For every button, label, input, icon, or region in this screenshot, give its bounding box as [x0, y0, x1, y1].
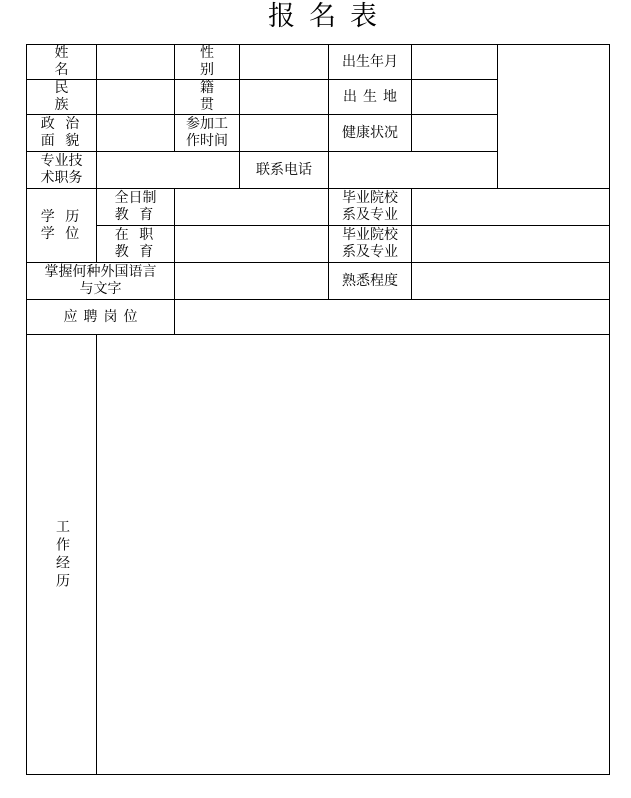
phone-label: 联系电话: [256, 161, 312, 178]
birthplace-label: 出生地: [343, 88, 403, 105]
name-field[interactable]: [97, 45, 174, 79]
political-field[interactable]: [97, 115, 174, 151]
fulltime-school-field[interactable]: [412, 189, 609, 225]
work-history-field[interactable]: [97, 335, 609, 774]
tech-title-label-line2: 术职务: [40, 170, 83, 186]
work-history-label: 工作经历: [54, 518, 70, 591]
gender-field[interactable]: [240, 45, 328, 79]
fulltime-label: [97, 189, 174, 225]
gender-label: 性别: [200, 45, 228, 78]
join-work-field[interactable]: [240, 115, 328, 151]
political-label-line2: 面 貌: [40, 133, 83, 149]
phone-field[interactable]: [329, 152, 497, 188]
position-label: 应聘岗位: [63, 308, 144, 325]
degree-label-line2: 学 位: [40, 225, 83, 242]
inservice-label-line1: 在 职: [114, 227, 157, 243]
proficiency-label: 熟悉程度: [342, 272, 398, 289]
tech-title-label: [27, 152, 96, 188]
inservice-label-line2: 教 育: [114, 244, 157, 260]
fulltime-label-line2: 教 育: [114, 207, 157, 223]
health-label: 健康状况: [342, 124, 398, 141]
ethnicity-label: 民族: [54, 80, 83, 113]
inservice-degree-field[interactable]: [175, 226, 328, 262]
birthplace-field[interactable]: [412, 80, 497, 114]
join-work-label-line1: 参加工: [186, 116, 228, 132]
form-title: 报名表: [268, 1, 391, 32]
tech-title-field[interactable]: [97, 152, 239, 188]
native-place-label: 籍贯: [200, 80, 228, 113]
grad-school-2-label-line2: 系及专业: [342, 244, 398, 260]
inservice-label: [97, 226, 174, 262]
degree-label-line1: 学 历: [40, 208, 83, 225]
fulltime-label-line1: 全日制: [114, 190, 157, 206]
degree-label: [27, 189, 96, 262]
join-work-label-line2: 作时间: [186, 133, 228, 149]
ethnicity-field[interactable]: [97, 80, 174, 114]
political-label-line1: 政 治: [40, 116, 83, 132]
language-label: [27, 263, 174, 299]
political-label: [27, 115, 96, 151]
grad-school-label: [329, 189, 411, 225]
language-label-line1: 掌握何种外国语言: [44, 264, 157, 280]
grad-school-2-label: [329, 226, 411, 262]
tech-title-label-line1: 专业技: [40, 153, 83, 169]
grad-school-label-line1: 毕业院校: [342, 190, 398, 206]
position-field[interactable]: [175, 300, 609, 334]
work-history-label-cell: [27, 335, 96, 774]
name-label: 姓名: [54, 45, 89, 78]
inservice-school-field[interactable]: [412, 226, 609, 262]
proficiency-field[interactable]: [412, 263, 609, 299]
photo-area[interactable]: [498, 45, 609, 188]
birth-label: 出生年月: [342, 53, 398, 70]
language-field[interactable]: [175, 263, 328, 299]
birth-field[interactable]: [412, 45, 497, 79]
language-label-line2: 与文字: [79, 281, 122, 297]
native-place-field[interactable]: [240, 80, 328, 114]
fulltime-degree-field[interactable]: [175, 189, 328, 225]
health-field[interactable]: [412, 115, 497, 151]
grad-school-2-label-line1: 毕业院校: [342, 227, 398, 243]
join-work-label: [175, 115, 239, 151]
grad-school-label-line2: 系及专业: [342, 207, 398, 223]
